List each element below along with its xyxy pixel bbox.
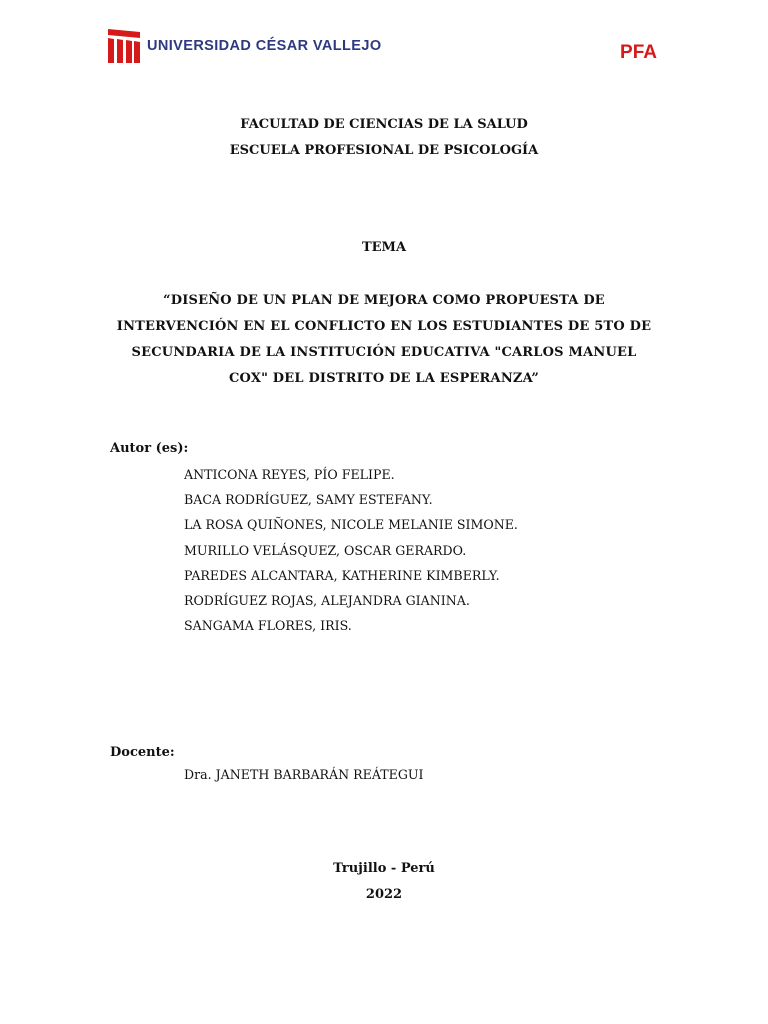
faculty-block (110, 112, 658, 164)
title-line: SECUNDARIA DE LA INSTITUCIÓN EDUCATIVA "CARLOS MANUEL (131, 345, 637, 360)
title-line: “DISEÑO DE UN PLAN DE MEJORA COMO PROPUESTA DE (163, 293, 605, 308)
title-line: COX" DEL DISTRITO DE LA ESPERANZA” (228, 371, 540, 386)
place-date (110, 856, 658, 908)
docente-name: Dra. JANETH BARBARÁN REÁTEGUI (184, 767, 424, 782)
authors-list (184, 462, 518, 638)
university-name: UNIVERSIDAD CÉSAR VALLEJO (147, 38, 382, 54)
author-item: RODRÍGUEZ ROJAS, ALEJANDRA GIANINA. (184, 593, 470, 609)
author-item: ANTICONA REYES, PÍO FELIPE. (184, 467, 395, 482)
faculty-name: FACULTAD DE CIENCIAS DE LA SALUD (240, 117, 528, 132)
city: Trujillo - Perú (333, 861, 435, 876)
author-item: MURILLO VELÁSQUEZ, OSCAR GERARDO. (184, 542, 467, 558)
year: 2022 (365, 887, 403, 902)
title-line: INTERVENCIÓN EN EL CONFLICTO EN LOS ESTUDIANTES DE 5TO DE (116, 319, 652, 334)
author-item: SANGAMA FLORES, IRIS. (184, 618, 352, 634)
thesis-title (110, 288, 658, 392)
ucv-logo-icon (108, 29, 140, 63)
pfa-badge: PFA (620, 42, 657, 63)
authors-label: Autor (es): (110, 441, 189, 456)
author-item: PAREDES ALCANTARA, KATHERINE KIMBERLY. (184, 567, 500, 583)
docente-label: Docente: (110, 745, 175, 760)
school-name: ESCUELA PROFESIONAL DE PSICOLOGÍA (229, 143, 539, 158)
topic-label: TEMA (361, 240, 407, 255)
university-logo (108, 29, 382, 63)
author-item: LA ROSA QUIÑONES, NICOLE MELANIE SIMONE. (184, 517, 518, 533)
author-item: BACA RODRÍGUEZ, SAMY ESTEFANY. (184, 492, 433, 508)
